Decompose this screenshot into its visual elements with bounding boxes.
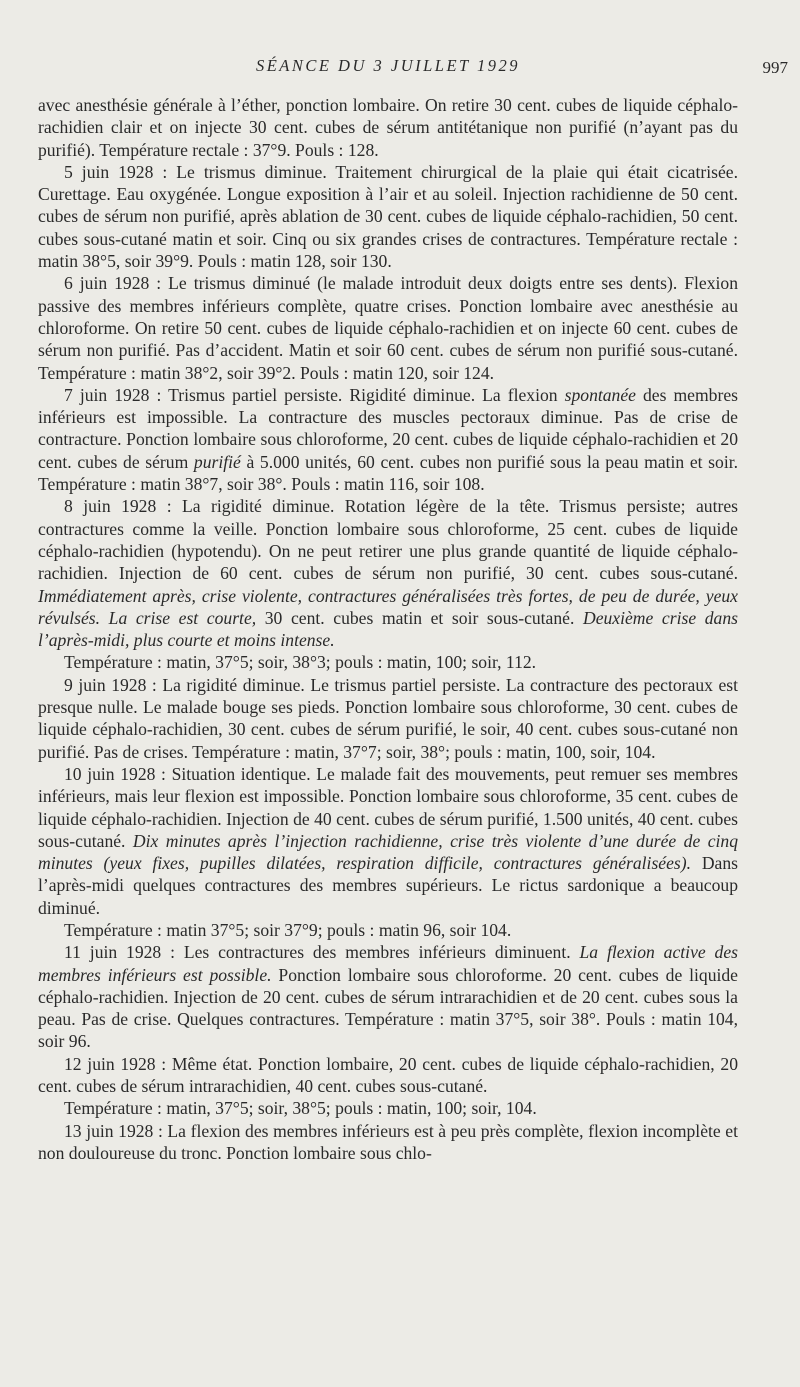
text-run: 12 juin 1928 : Même état. Ponction lombaire, 20 cent. cubes de liquide céphalo-rachidien, 20 cent. cubes de sérum intrarachidien, 40 cent. cubes sous-cutané. [38,1053,738,1097]
running-title: SÉANCE DU 3 JUILLET 1929 [255,56,521,75]
running-head [38,56,788,86]
paragraph [38,384,738,495]
paragraph [38,272,738,383]
text-run: à 5.000 unités, 60 cent. cubes non purifié sous la peau matin et soir. Température : matin 38°7, soir 38°. Pouls : matin 116, soir 108. [38,451,738,495]
text-run: avec anesthésie générale à l’éther, ponction lombaire. On retire 30 cent. cubes de liquide céphalo-rachidien clair et on injecte 30 cent. cubes de sérum antitétanique non purifié (n’ayant pas du purifié). Température rectale : 37°9. Pouls : 128. [38,95,738,160]
text-run: Température : matin, 37°5; soir, 38°3; pouls : matin, 100; soir, 112. [64,652,537,673]
text-run: 13 juin 1928 : La flexion des membres inférieurs est à peu près complète, flexion incomplète et non douloureuse du tronc. Ponction lombaire sous chlo- [38,1120,738,1163]
page-number: 997 [762,58,788,77]
paragraph [38,161,738,272]
text-run: 10 juin 1928 : Situation identique. Le malade fait des mouvements, peut remuer ses membres inférieurs, mais leur flexion est impossible. Ponction lombaire sous chloroforme, 35 cent. cubes de liquide céphalo-rachidien. Injection de 40 cent. cubes de sérum purifié, 1.500 unités, 40 cent. cubes sous-cutané. [38,763,738,851]
text-run: 30 cent. cubes matin et soir sous-cutané. [256,607,583,628]
paragraph [38,1120,738,1165]
text-run: 11 juin 1928 : Les contractures des membres inférieurs diminuent. [64,942,580,963]
paragraph [38,674,738,763]
text-run: 7 juin 1928 : Trismus partiel persiste. Rigidité diminue. La flexion [64,384,565,405]
paragraph [38,651,738,673]
text-run: 8 juin 1928 : La rigidité diminue. Rotation légère de la tête. Trismus persiste; autres contractures comme la veille. Ponction lombaire sous chloroforme, 25 cent. cubes de liquide céphalo-rachidien (hypotendu). On ne peut retirer une plus grande quantité de liquide céphalo-rachidien. Injection de 60 cent. cubes de sérum non purifié, 30 cent. cubes sous-cutané. [38,496,738,584]
paragraph [38,94,738,161]
page [0,56,800,1387]
text-run: 5 juin 1928 : Le trismus diminue. Traitement chirurgical de la plaie qui était cicatrisée. Curettage. Eau oxygénée. Longue exposition à l’air et au soleil. Injection rachidienne de 50 cent. cubes de sérum non purifié, après ablation de 30 cent. cubes de liquide céphalo-rachidien, 50 cent. cubes sous-cutané matin et soir. Cinq ou six grandes crises de contractures. Température rectale : matin 38°5, soir 39°9. Pouls : matin 128, soir 130. [38,161,738,272]
text-run: Ponction lombaire sous chloroforme. 20 cent. cubes de liquide céphalo-rachidien. Injection de 20 cent. cubes de sérum intrarachidien et de 20 cent. cubes sous la peau. Pas de crise. Quelques contractures. Température : matin 37°5, soir 38°. Pouls : matin 104, soir 96. [38,964,738,1052]
body-text [38,94,738,1164]
text-run: Température : matin 37°5; soir 37°9; pouls : matin 96, soir 104. [64,919,512,940]
paragraph [38,1053,738,1098]
paragraph [38,763,738,919]
italic-text: Immédiatement après, crise violente, contractures généralisées très fortes, de peu de durée, yeux révulsés. La crise est courte, [38,585,738,628]
paragraph [38,1097,738,1119]
italic-text: spontanée [564,384,636,405]
paragraph [38,495,738,651]
italic-text: purifié [193,451,241,472]
text-run: 6 juin 1928 : Le trismus diminué (le malade introduit deux doigts entre ses dents). Flexion passive des membres inférieurs complète, quatre crises. Ponction lombaire avec anesthésie au chloroforme. On retire 50 cent. cubes de liquide céphalo-rachidien et on injecte 60 cent. cubes de sérum non purifié. Pas d’accident. Matin et soir 60 cent. cubes de sérum non purifié sous-cutané. Température : matin 38°2, soir 39°2. Pouls : matin 120, soir 124. [38,273,738,383]
italic-text: Deuxième crise dans l’après-midi, plus courte et moins intense. [38,607,738,651]
paragraph [38,941,738,1052]
text-run: Dans l’après-midi quelques contractures des membres supérieurs. Le rictus sardonique a beaucoup diminué. [38,853,738,918]
text-run: 9 juin 1928 : La rigidité diminue. Le trismus partiel persiste. La contracture des pectoraux est presque nulle. Le malade bouge ses pieds. Ponction lombaire sous chloroforme, 30 cent. cubes de liquide céphalo-rachidien, 30 cent. cubes de sérum purifié, le soir, 40 cent. cubes sous-cutané non purifié. Pas de crises. Température : matin, 37°7; soir, 38°; pouls : matin, 100, soir, 104. [38,674,738,762]
italic-text: La flexion active des membres inférieurs est possible. [38,942,739,985]
italic-text: Dix minutes après l’injection rachidienne, crise très violente d’une durée de cinq minutes (yeux fixes, pupilles dilatées, respiration difficile, contractures généralisées). [38,830,738,874]
text-run: Température : matin, 37°5; soir, 38°5; pouls : matin, 100; soir, 104. [64,1098,537,1119]
text-run: des membres inférieurs est impossible. La contracture des muscles pectoraux diminue. Pas de crise de contracture. Ponction lombaire sous chloroforme, 20 cent. cubes de liquide céphalo-rachidien et 20 cent. cubes de sérum [38,384,738,472]
paragraph [38,919,738,941]
